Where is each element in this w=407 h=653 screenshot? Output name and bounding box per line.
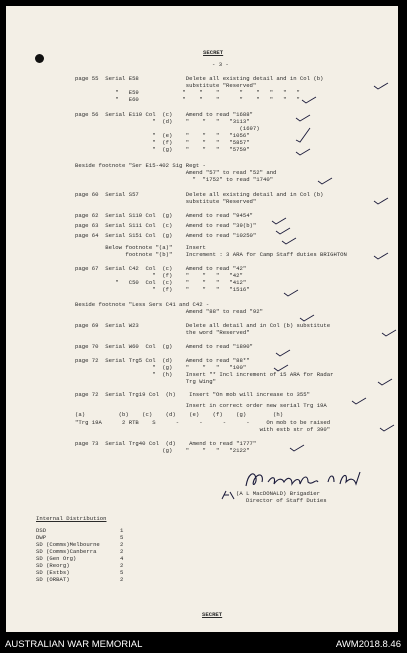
amendment-line: with estb str of 390" xyxy=(75,426,331,433)
tick-mark-icon xyxy=(380,418,394,424)
tick-mark-icon xyxy=(296,142,310,148)
accession-number: AWM2018.8.46 xyxy=(335,639,401,650)
distribution-heading: Internal Distribution xyxy=(36,515,107,522)
archive-name: AUSTRALIAN WAR MEMORIAL xyxy=(5,639,143,650)
amendment-line: Beside footnote "Less Sers C41 and C42 - xyxy=(75,301,210,308)
amendment-line: page 73 Serial Trg40 Col (d) Amend to read "1777" xyxy=(75,440,257,447)
amendment-line: " (f) " " " "1516" xyxy=(75,286,250,293)
signatory-title: Director of Staff Duties xyxy=(246,497,327,504)
document-page xyxy=(6,6,398,632)
tick-mark-icon xyxy=(374,76,388,82)
tick-mark-icon xyxy=(302,90,316,96)
tick-mark-icon xyxy=(272,211,286,217)
tick-mark-icon xyxy=(282,231,296,237)
tick-mark-icon xyxy=(382,323,396,329)
amendment-line: the word "Reserved" xyxy=(75,329,250,336)
amendment-line: " (f) " " " "5857" xyxy=(75,139,250,146)
tick-mark-icon xyxy=(276,343,290,349)
distribution-row: DSD xyxy=(36,527,47,534)
amendment-line: (a) (b) (c) (d) (e) (f) (g) (h) xyxy=(75,411,284,418)
tick-mark-icon xyxy=(374,191,388,197)
amendment-line: "Trg 19A 2 RTB S - - - - On mob to be raised xyxy=(75,419,331,426)
tick-mark-icon xyxy=(318,171,332,177)
distribution-count: 5 xyxy=(120,569,124,576)
punch-hole xyxy=(35,54,44,63)
amendment-line: page 70 Serial W60 Col (g) Amend to read "1890" xyxy=(75,343,253,350)
archive-footer-bar xyxy=(0,636,407,653)
tick-mark-icon xyxy=(352,391,366,397)
amendment-line: page 62 Serial S110 Col (g) Amend to read "9454" xyxy=(75,212,253,219)
distribution-row: SD (Estbs) xyxy=(36,569,70,576)
amendment-line: Amend "57" to read "52" and xyxy=(75,169,277,176)
page-number: - 3 - xyxy=(212,61,229,68)
amendment-line: Amend "88" to read "92" xyxy=(75,308,263,315)
tick-mark-icon xyxy=(374,246,388,252)
amendment-line: page 72 Serial Trg19 Col (h) Insert "On mob will increase to 355" xyxy=(75,391,310,398)
amendment-line: page 56 Serial E110 Col (c) Amend to read "1688" xyxy=(75,111,253,118)
amendment-line: (1697) xyxy=(75,125,260,132)
distribution-row: SD (Gen Org) xyxy=(36,555,77,562)
distribution-count: 2 xyxy=(120,562,124,569)
distribution-row: SD (Comms)Melbourne xyxy=(36,541,100,548)
tick-mark-icon xyxy=(276,221,290,227)
handwritten-signature xyxy=(242,468,372,492)
distribution-count: 4 xyxy=(120,555,124,562)
amendment-line: " (g) " " " "5759" xyxy=(75,146,250,153)
tick-mark-icon xyxy=(296,108,310,114)
amendment-line: Below footnote "(a)" Insert xyxy=(75,244,206,251)
distribution-count: 1 xyxy=(120,527,124,534)
amendment-line: " E59 " " " " " " " " xyxy=(75,89,300,96)
tick-mark-icon xyxy=(300,308,314,314)
tick-mark-icon xyxy=(296,127,310,133)
amendment-line: " C50 Col (c) " " " "412" xyxy=(75,279,247,286)
amendment-line: substitute "Reserved" xyxy=(75,82,257,89)
amendment-line: " (g) " " " "100" xyxy=(75,364,247,371)
tick-mark-icon xyxy=(274,358,288,364)
amendment-line: page 60 Serial S57 Delete all existing detail and in Col (b) xyxy=(75,191,324,198)
bottom-classification: SECRET xyxy=(202,611,223,618)
amendment-line: page 67 Serial C42 Col (c) Amend to read "42" xyxy=(75,265,247,272)
handwritten-for-mark xyxy=(220,490,236,500)
amendment-line: page 55 Serial E58 Delete all existing detail and in Col (b) xyxy=(75,75,324,82)
amendment-line: Beside footnote "Ser E15-402 Sig Regt - xyxy=(75,162,206,169)
distribution-row: SD (Comms)Canberra xyxy=(36,548,97,555)
amendment-line: Insert in correct order new serial Trg 19A xyxy=(75,402,327,409)
amendment-line: " (e) " " " "1056" xyxy=(75,132,250,139)
amendment-line: page 63 Serial S111 Col (c) Amend to read "39(b)" xyxy=(75,222,257,229)
amendment-line: " E60 " " " " " " " " xyxy=(75,96,300,103)
amendment-line: page 72 Serial Trg5 Col (d) Amend to read "88*" xyxy=(75,357,250,364)
tick-mark-icon xyxy=(378,372,392,378)
tick-mark-icon xyxy=(284,283,298,289)
signatory-name: (A L MacDONALD) Brigadier xyxy=(236,490,320,497)
tick-mark-icon xyxy=(290,438,304,444)
distribution-row: DWP xyxy=(36,534,47,541)
amendment-line: page 64 Serial S151 Col (g) Amend to read "10250" xyxy=(75,232,257,239)
amendment-line: (g) " " " "2122" xyxy=(75,447,250,454)
distribution-count: 5 xyxy=(120,534,124,541)
distribution-row: SD (ORBAT) xyxy=(36,576,70,583)
amendment-line: substitute "Reserved" xyxy=(75,198,257,205)
amendment-line: Trg Wing" xyxy=(75,378,216,385)
amendment-line: " (f) " " " "42" xyxy=(75,272,243,279)
amendment-line: " "1752" to read "1740" xyxy=(75,176,274,183)
amendment-line: footnote "(b)" Increment : 3 ARA for Camp Staff duties BRIGHTON xyxy=(75,251,347,258)
distribution-row: SD (Reorg) xyxy=(36,562,70,569)
distribution-count: 2 xyxy=(120,576,124,583)
amendment-line: " (d) " " " "3113" xyxy=(75,118,250,125)
amendment-line: page 69 Serial W23 Delete all detail and in Col (b) substitute xyxy=(75,322,331,329)
top-classification: SECRET xyxy=(203,49,224,56)
distribution-count: 2 xyxy=(120,548,124,555)
distribution-count: 2 xyxy=(120,541,124,548)
amendment-line: " (h) Insert "* Incl increment of 15 ARA for Radar xyxy=(75,371,334,378)
